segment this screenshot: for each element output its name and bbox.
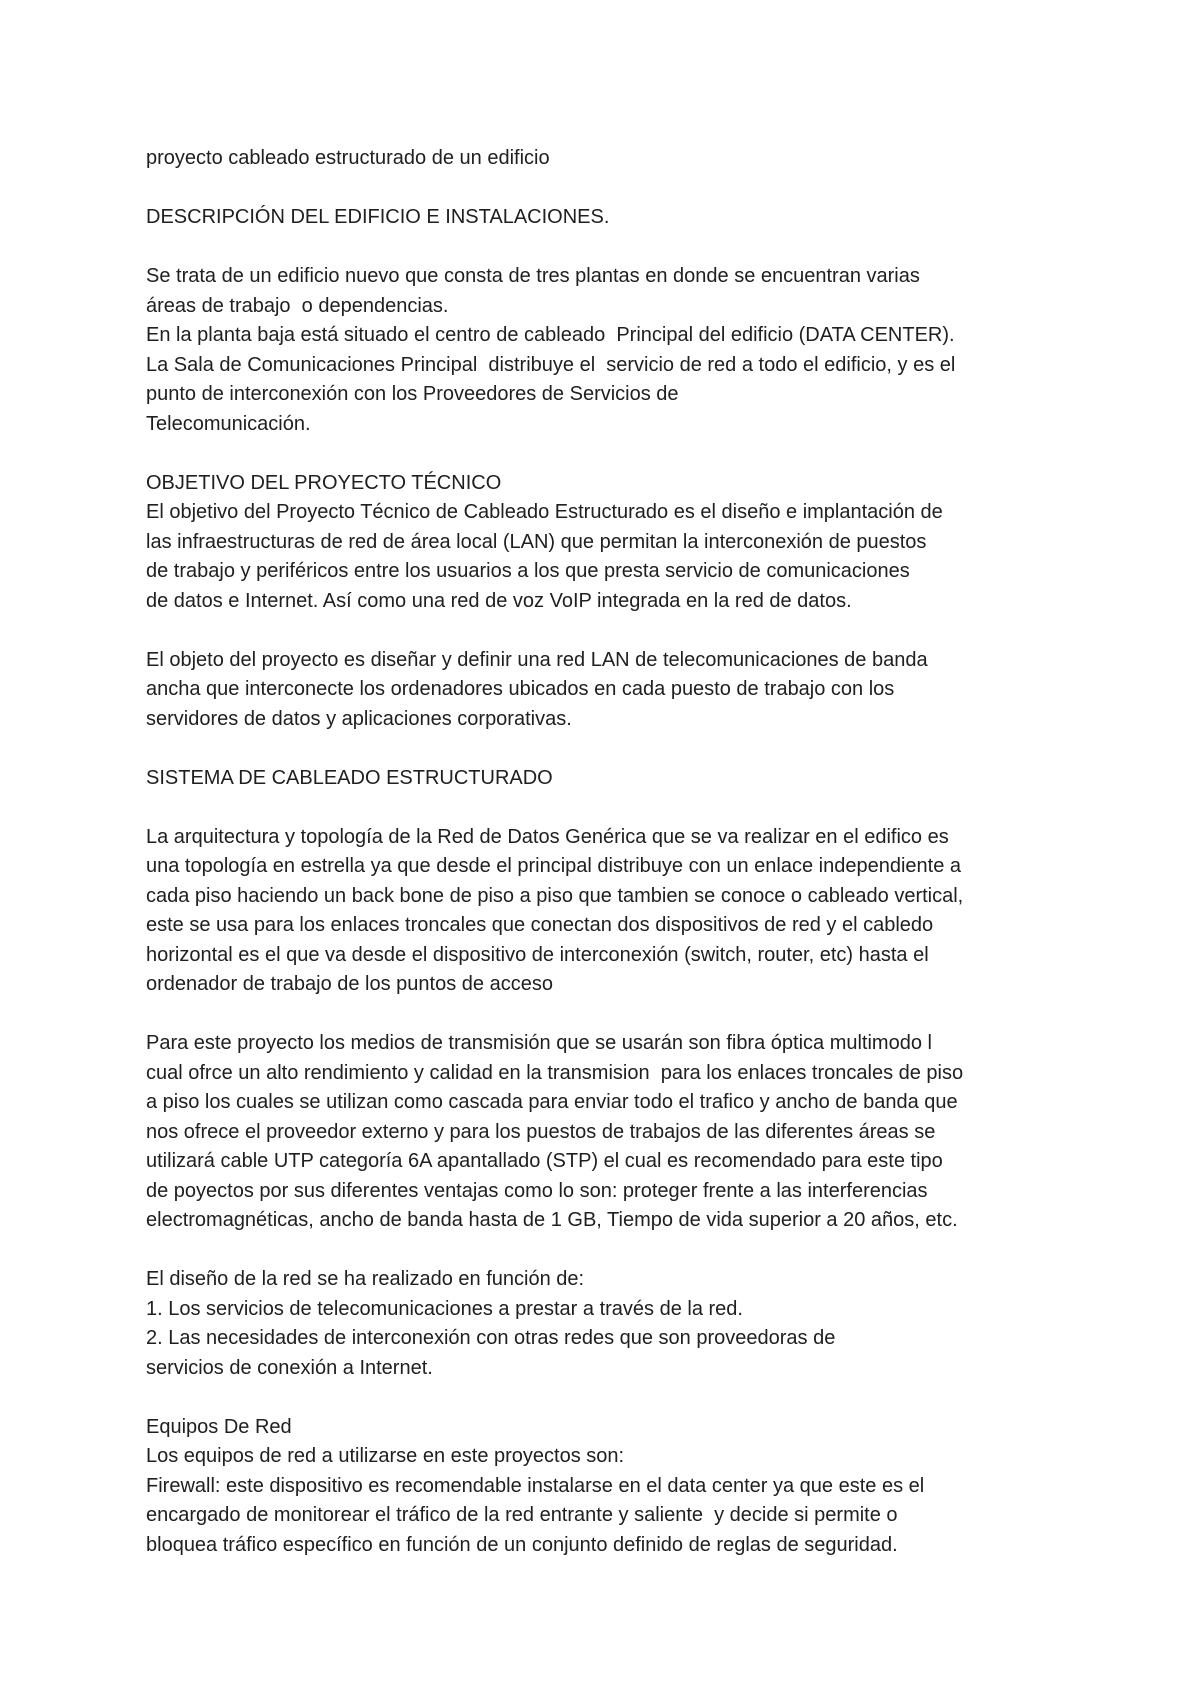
section-heading-descripcion: DESCRIPCIÓN DEL EDIFICIO E INSTALACIONES. xyxy=(146,206,610,228)
blank-line xyxy=(146,439,1086,469)
text-line: de poyectos por sus diferentes ventajas como lo son: proteger frente a las interferencias xyxy=(146,1179,928,1202)
blank-line xyxy=(146,793,1086,823)
blank-line xyxy=(146,616,1086,646)
text-line: punto de interconexión con los Proveedores de Servicios de xyxy=(146,383,679,405)
blank-line xyxy=(146,1383,1086,1413)
text-line: a piso los cuales se utilizan como cascada para enviar todo el trafico y ancho de banda que xyxy=(146,1091,958,1113)
text-line: Para este proyecto los medios de transmisión que se usarán son fibra óptica multimodo l xyxy=(146,1032,932,1054)
text-line: cada piso haciendo un back bone de piso a piso que tambien se conoce o cableado vertical, xyxy=(146,884,964,907)
blank-line xyxy=(146,1236,1086,1266)
blank-line xyxy=(146,1000,1086,1030)
list-item: 2. Las necesidades de interconexión con otras redes que son proveedoras de xyxy=(146,1327,836,1349)
text-line: servicios de conexión a Internet. xyxy=(146,1356,433,1379)
text-line: La arquitectura y topología de la Red de Datos Genérica que se va realizar en el edifico es xyxy=(146,825,949,848)
text-line: este se usa para los enlaces troncales que conectan dos dispositivos de red y el cabledo xyxy=(146,914,934,936)
blank-line xyxy=(146,174,1086,204)
text-line: servidores de datos y aplicaciones corporativas. xyxy=(146,707,572,730)
text-line: En la planta baja está situado el centro de cableado Principal del edificio (DATA CENTER). xyxy=(146,324,955,346)
text-line: de trabajo y periféricos entre los usuarios a los que presta servicio de comunicaciones xyxy=(146,560,910,582)
text-line: El objeto del proyecto es diseñar y definir una red LAN de telecomunicaciones de banda xyxy=(146,648,928,671)
text-line: áreas de trabajo o dependencias. xyxy=(146,294,449,317)
text-line: bloquea tráfico específico en función de un conjunto definido de reglas de seguridad. xyxy=(146,1533,898,1556)
section-heading-equipos: Equipos De Red xyxy=(146,1415,292,1438)
document-title: proyecto cableado estructurado de un edificio xyxy=(146,147,550,169)
blank-line xyxy=(146,233,1086,263)
list-item: 1. Los servicios de telecomunicaciones a prestar a través de la red. xyxy=(146,1297,743,1320)
text-line: Firewall: este dispositivo es recomendable instalarse en el data center ya que este es el xyxy=(146,1474,925,1497)
text-line: El diseño de la red se ha realizado en función de: xyxy=(146,1268,585,1290)
text-line: Se trata de un edificio nuevo que consta de tres plantas en donde se encuentran varias xyxy=(146,265,920,287)
text-line: La Sala de Comunicaciones Principal distribuye el servicio de red a todo el edificio, y es el xyxy=(146,353,956,376)
text-line: cual ofrce un alto rendimiento y calidad en la transmision para los enlaces troncales de piso xyxy=(146,1061,964,1084)
text-line: electromagnéticas, ancho de banda hasta de 1 GB, Tiempo de vida superior a 20 años, etc. xyxy=(146,1209,958,1231)
document-body xyxy=(146,144,1086,1560)
text-line: ordenador de trabajo de los puntos de acceso xyxy=(146,973,553,995)
section-heading-sistema: SISTEMA DE CABLEADO ESTRUCTURADO xyxy=(146,766,553,789)
text-line: El objetivo del Proyecto Técnico de Cableado Estructurado es el diseño e implantación de xyxy=(146,501,943,523)
text-line: nos ofrece el proveedor externo y para los puestos de trabajos de las diferentes áreas se xyxy=(146,1120,936,1143)
blank-line xyxy=(146,734,1086,764)
text-line: las infraestructuras de red de área local (LAN) que permitan la interconexión de puestos xyxy=(146,530,927,553)
text-line: Telecomunicación. xyxy=(146,412,311,435)
text-line: utilizará cable UTP categoría 6A apantallado (STP) el cual es recomendado para este tipo xyxy=(146,1150,943,1172)
text-line: de datos e Internet. Así como una red de voz VoIP integrada en la red de datos. xyxy=(146,589,852,612)
text-line: ancha que interconecte los ordenadores ubicados en cada puesto de trabajo con los xyxy=(146,678,895,700)
text-line: horizontal es el que va desde el dispositivo de interconexión (switch, router, etc) hasta el xyxy=(146,943,929,966)
text-line: encargado de monitorear el tráfico de la red entrante y saliente y decide si permite o xyxy=(146,1504,898,1526)
text-line: Los equipos de red a utilizarse en este proyectos son: xyxy=(146,1445,625,1467)
section-heading-objetivo: OBJETIVO DEL PROYECTO TÉCNICO xyxy=(146,471,502,494)
text-line: una topología en estrella ya que desde el principal distribuye con un enlace independiente a xyxy=(146,855,962,877)
